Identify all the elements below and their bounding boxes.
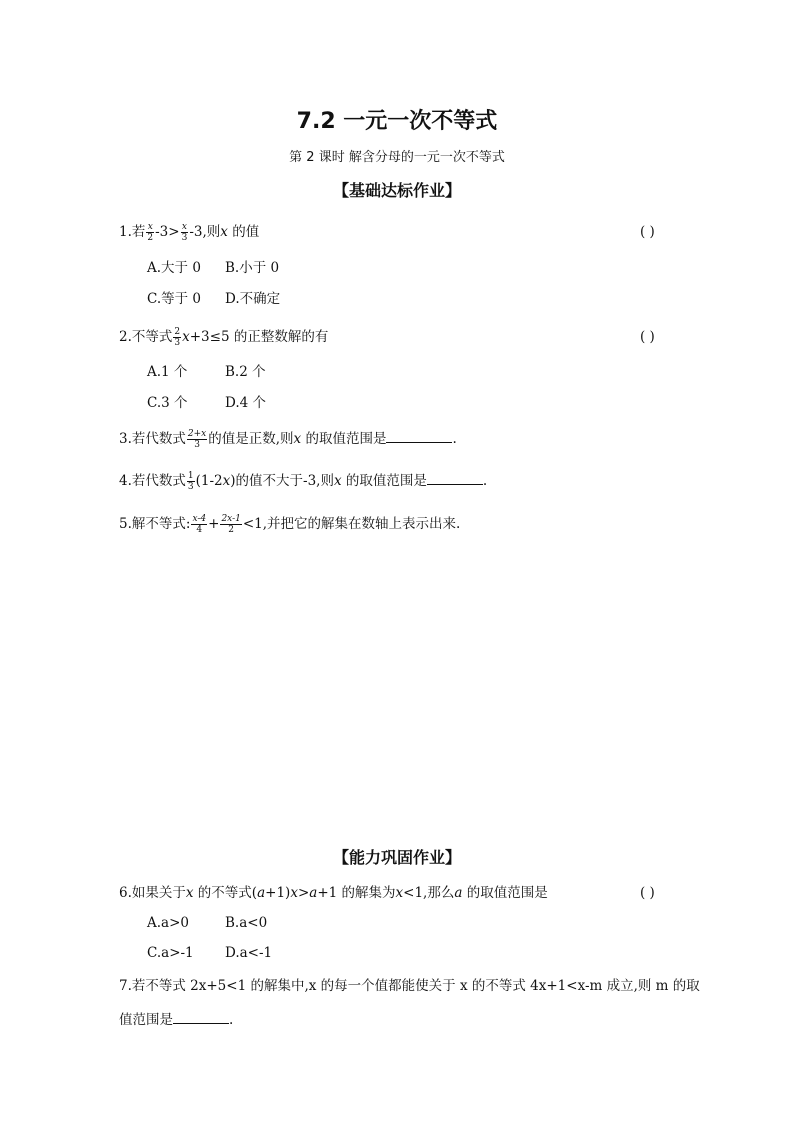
fraction: $\frac{x-4}{4}$ bbox=[192, 514, 207, 535]
question-4: 4.若代数式 $\frac{1}{3}$ (1-2x)的值不大于-3,则x 的取值范围是 . bbox=[119, 471, 488, 492]
question-5: 5.解不等式: $\frac{x-4}{4}$ + $\frac{2x-1}{2}$ <1,并把它的解集在数轴上表示出来. bbox=[119, 514, 461, 535]
fraction: $\frac{2}{3}$ bbox=[174, 327, 181, 348]
option-a: A.1 个 bbox=[147, 364, 188, 380]
option-a: A.大于 0 bbox=[147, 260, 201, 276]
lesson-subtitle: 第 2 课时 解含分母的一元一次不等式 bbox=[289, 150, 505, 165]
question-1: 1.若 $\frac{x}{2}$ -3> $\frac{x}{3}$ -3,则x 的值 bbox=[119, 222, 260, 243]
answer-blank[interactable] bbox=[386, 430, 452, 443]
fraction: $\frac{2+x}{3}$ bbox=[187, 429, 207, 450]
answer-blank[interactable] bbox=[173, 1011, 229, 1024]
answer-bracket: ( ) bbox=[640, 329, 655, 345]
section-ability-heading: 【能力巩固作业】 bbox=[332, 848, 461, 867]
question-3: 3.若代数式 $\frac{2+x}{3}$ 的值是正数,则x 的取值范围是 . bbox=[119, 429, 457, 450]
option-a: A.a>0 bbox=[147, 915, 189, 931]
fraction: $\frac{x}{2}$ bbox=[147, 222, 154, 243]
question-6: 6.如果关于x 的不等式(a+1)x>a+1 的解集为x<1,那么a 的取值范围是 bbox=[119, 885, 548, 901]
option-b: B.小于 0 bbox=[225, 260, 280, 276]
fraction: $\frac{2x-1}{2}$ bbox=[221, 514, 241, 535]
option-b: B.a<0 bbox=[225, 915, 268, 931]
option-d: D.a<-1 bbox=[225, 945, 273, 961]
option-d: D.4 个 bbox=[225, 395, 267, 411]
question-2: 2.不等式 $\frac{2}{3}$ x+3≤5 的正整数解的有 bbox=[119, 327, 329, 348]
question-7-line-1: 7.若不等式 2x+5<1 的解集中,x 的每一个值都能使关于 x 的不等式 4x+1<x-m 成立,则 m 的取 bbox=[119, 978, 700, 994]
section-basic-heading: 【基础达标作业】 bbox=[332, 181, 461, 200]
option-b: B.2 个 bbox=[225, 364, 266, 380]
fraction: $\frac{1}{3}$ bbox=[187, 471, 194, 492]
option-c: C.3 个 bbox=[147, 395, 188, 411]
answer-bracket: ( ) bbox=[640, 224, 655, 240]
option-c: C.等于 0 bbox=[147, 291, 202, 307]
page-title: 7.2 一元一次不等式 bbox=[296, 109, 498, 134]
question-7-line-2: 值范围是 . bbox=[119, 1012, 234, 1028]
fraction: $\frac{x}{3}$ bbox=[181, 222, 188, 243]
option-c: C.a>-1 bbox=[147, 945, 194, 961]
answer-bracket: ( ) bbox=[640, 885, 655, 901]
option-d: D.不确定 bbox=[225, 291, 281, 307]
answer-blank[interactable] bbox=[427, 472, 483, 485]
